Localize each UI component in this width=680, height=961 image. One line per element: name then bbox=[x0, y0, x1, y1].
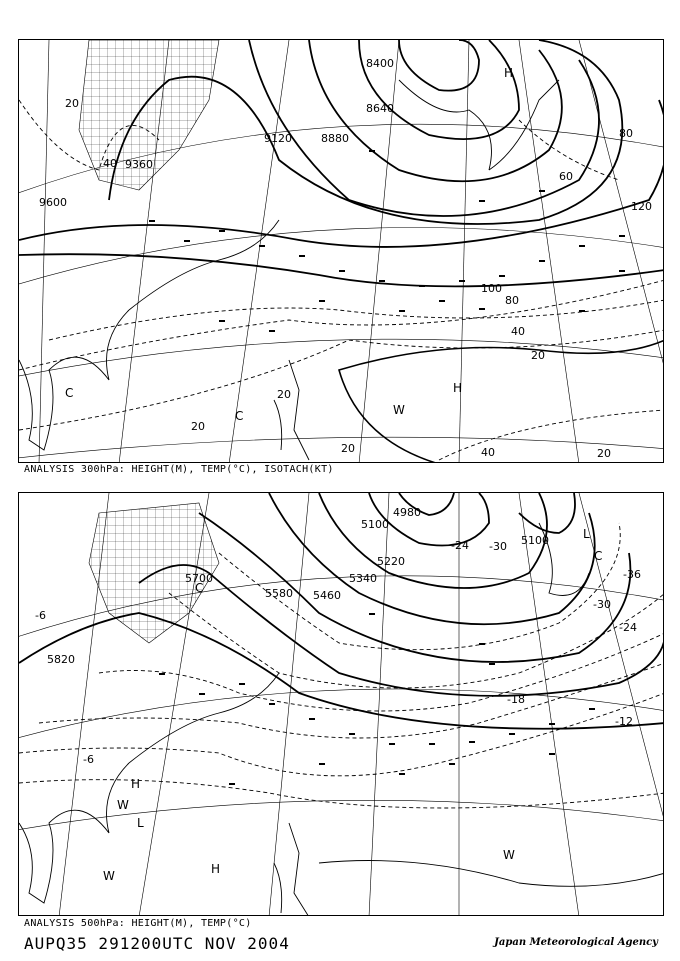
cold-center-marker: C bbox=[594, 549, 603, 563]
height-label: 5580 bbox=[265, 587, 293, 600]
cold-center-marker: C bbox=[235, 409, 244, 423]
height-label: 8880 bbox=[321, 132, 349, 145]
height-label: 5220 bbox=[377, 555, 405, 568]
isotach-label: 20 bbox=[531, 349, 545, 362]
height-label: 9360 bbox=[125, 158, 153, 171]
low-center-marker: L bbox=[583, 527, 590, 541]
height-label: 5340 bbox=[349, 572, 377, 585]
temperature-label: -24 bbox=[619, 621, 637, 634]
map-500hpa-drawing bbox=[19, 493, 664, 916]
isotach-label: 20 bbox=[277, 388, 291, 401]
cold-center-marker: C bbox=[195, 581, 204, 595]
high-center-marker: H bbox=[131, 777, 141, 791]
height-label: 5700 bbox=[185, 572, 213, 585]
analysis-300hpa-map bbox=[18, 39, 664, 463]
high-pressure-contour bbox=[339, 340, 664, 463]
isotach-label: 20 bbox=[191, 420, 205, 433]
chart-identifier: AUPQ35 291200UTC NOV 2004 bbox=[24, 934, 290, 953]
height-label: 5100 bbox=[361, 518, 389, 531]
isotach-label: 80 bbox=[619, 127, 633, 140]
isotach-label: 20 bbox=[597, 447, 611, 460]
isotach-label: 40 bbox=[103, 157, 117, 170]
temperature-label: -18 bbox=[507, 693, 525, 706]
cold-center-marker: C bbox=[65, 386, 74, 400]
warm-center-marker: W bbox=[103, 869, 115, 883]
isotach-label: 20 bbox=[341, 442, 355, 455]
station-plots bbox=[149, 150, 625, 332]
height-label: 5820 bbox=[47, 653, 75, 666]
isotach-label: 40 bbox=[481, 446, 495, 459]
high-center-marker: H bbox=[504, 66, 514, 80]
height-label: 8640 bbox=[366, 102, 394, 115]
temperature-label: -12 bbox=[615, 715, 633, 728]
panel-300hpa-caption: ANALYSIS 300hPa: HEIGHT(M), TEMP(°C), ISOTACH(KT) bbox=[24, 464, 334, 475]
height-label: 4980 bbox=[393, 506, 421, 519]
height-label: 9600 bbox=[39, 196, 67, 209]
temperature-label: -36 bbox=[623, 568, 641, 581]
agency-credit: Japan Meteorological Agency bbox=[494, 937, 658, 948]
height-label: 8400 bbox=[366, 57, 394, 70]
panel-500hpa-caption: ANALYSIS 500hPa: HEIGHT(M), TEMP(°C) bbox=[24, 918, 252, 929]
high-center-marker: H bbox=[211, 862, 221, 876]
isotach-label: 20 bbox=[65, 97, 79, 110]
isotach-label: 80 bbox=[505, 294, 519, 307]
isotach-label: 40 bbox=[511, 325, 525, 338]
temperature-label: -6 bbox=[35, 609, 46, 622]
isotach-label: 100 bbox=[481, 282, 502, 295]
height-label: 5460 bbox=[313, 589, 341, 602]
warm-center-marker: W bbox=[393, 403, 405, 417]
height-label: 9120 bbox=[264, 132, 292, 145]
high-center-marker: H bbox=[453, 381, 463, 395]
low-center-marker: L bbox=[137, 816, 144, 830]
temperature-label: -30 bbox=[593, 598, 611, 611]
isotach-label: 120 bbox=[631, 200, 652, 213]
analysis-500hpa-map bbox=[18, 492, 664, 916]
map-300hpa-drawing bbox=[19, 40, 664, 463]
warm-center-marker: W bbox=[503, 848, 515, 862]
isotach-label: 60 bbox=[559, 170, 573, 183]
temperature-label: -30 bbox=[489, 540, 507, 553]
temperature-label: -6 bbox=[83, 753, 94, 766]
temperature-label: -24 bbox=[451, 539, 469, 552]
warm-center-marker: W bbox=[117, 798, 129, 812]
height-label: 5100 bbox=[521, 534, 549, 547]
